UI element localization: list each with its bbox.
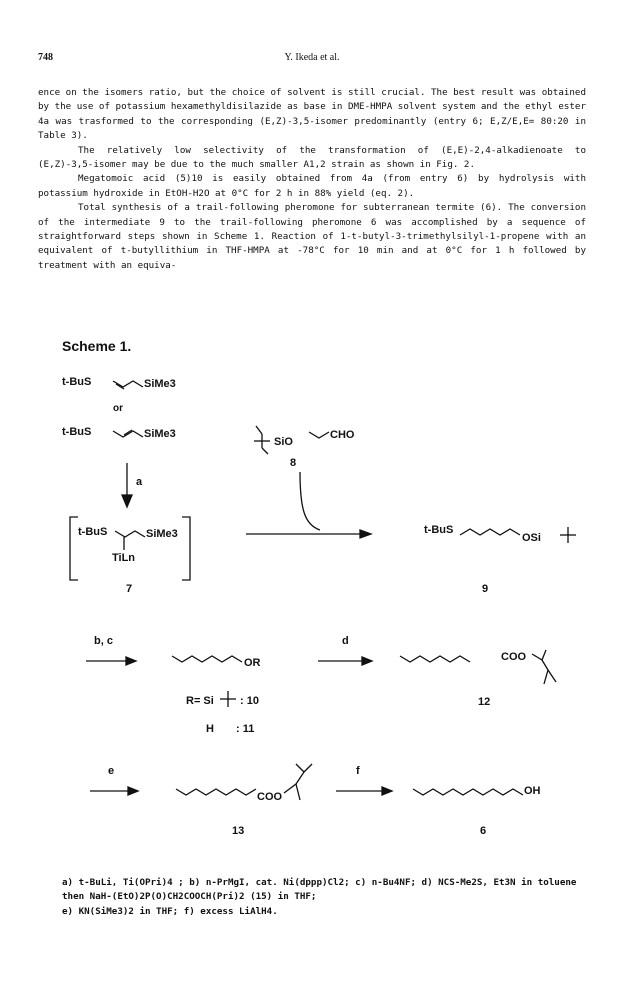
paragraph-2: The relatively low selectivity of the transformation of (E,E)-2,4-alkadienoate to (E,Z)-3,5-isomer may be due to the much smaller A1,2 strain as shown in Fig. 2.: [38, 144, 586, 171]
cmp9-right: OSi: [522, 532, 541, 544]
compound-12-number: 12: [478, 696, 491, 708]
reagent8-sio: SiO: [274, 436, 293, 448]
arrow-e-head: [128, 787, 138, 795]
compound-8-number: 8: [290, 457, 297, 469]
reagent8-cho: CHO: [330, 429, 355, 441]
cmp10-or: OR: [244, 657, 261, 669]
page-number: 748: [38, 52, 53, 63]
step-f-label: f: [356, 765, 360, 777]
cmp9-left: t-BuS: [424, 524, 454, 536]
cmp9-chain: [460, 529, 520, 535]
sm1-label: t-BuS: [62, 376, 92, 388]
arrow-d-head: [362, 657, 372, 665]
step-d-label: d: [342, 635, 349, 647]
cmp13-coo: COO: [257, 791, 283, 803]
step-bc-label: b, c: [94, 635, 113, 647]
arrow-to-9-head: [360, 530, 371, 538]
arrow-f-head: [382, 787, 392, 795]
r-def-10: : 10: [240, 695, 259, 707]
sm2-sime3: SiMe3: [144, 428, 176, 440]
reagent8-chain: [309, 432, 329, 438]
step-a-label: a: [136, 476, 143, 488]
compound-13-number: 13: [232, 825, 245, 837]
cmp10-chain: [172, 656, 242, 662]
int7-left: t-BuS: [78, 526, 108, 538]
int7-ti: TiLn: [112, 552, 136, 564]
r-def-11: : 11: [236, 723, 255, 735]
scheme-footnote: [62, 876, 582, 919]
cmp13-chain: [176, 789, 256, 795]
footnote-line-1: a) t-BuLi, Ti(OPri)4 ; b) n-PrMgI, cat. Ni(dppp)Cl2; c) n-Bu4NF; d) NCS-Me2S, Et3N in toluene then NaH-(EtO)2P(O)CH2COOCH(Pri)2 (15) in THF;: [62, 877, 577, 903]
cmp12-coo: COO: [501, 651, 527, 663]
compound-6-number: 6: [480, 825, 487, 837]
scheme-title: Scheme 1.: [62, 338, 132, 354]
reaction-scheme: [0, 360, 624, 870]
arrow-bc-head: [126, 657, 136, 665]
r-def-si: R= Si: [186, 695, 214, 707]
compound-7-number: 7: [126, 583, 133, 595]
running-head: Y. Ikeda et al.: [284, 52, 340, 63]
arrow-a-head: [122, 495, 132, 507]
bracket-right: [182, 517, 190, 580]
or-label: or: [113, 403, 123, 414]
sm1-chain: [113, 381, 143, 387]
sm2-label: t-BuS: [62, 426, 92, 438]
curved-arrow: [300, 472, 320, 530]
paragraph-3: Megatomoic acid (5)10 is easily obtained from 4a (from entry 6) by hydrolysis with potassium hydroxide in EtOH-H2O at 0°C for 2 h in 88% yield (eq. 2).: [38, 173, 586, 199]
body-text: [38, 86, 586, 273]
paragraph-4: Total synthesis of a trail-following pheromone for subterranean termite (6). The conversion of the intermediate 9 to the trail-following pheromone 6 was accomplished by a sequence of straightforward steps shown in Scheme 1. Reaction of 1-t-butyl-3-trimethylsilyl-1-propene with an equivalent of t-butyllithium in THF-HMPA at -78°C for 10 min and at 0°C for 1 h followed by treatment with an equiva-: [38, 202, 586, 271]
sm1-sime3: SiMe3: [144, 378, 176, 390]
cmp6-oh: OH: [524, 785, 541, 797]
cmp12-ester: [532, 654, 548, 684]
int7-chain: [115, 531, 145, 537]
step-e-label: e: [108, 765, 115, 777]
cmp6-chain: [413, 789, 523, 795]
int7-right: SiMe3: [146, 528, 178, 540]
paragraph-1: ence on the isomers ratio, but the choice of solvent is still crucial. The best result was obtained by the use of potassium hexamethyldisilazide as base in DME-HMPA solvent system and the ethyl ester 4a was trasformed to the corresponding (E,Z)-3,5-isomer predominantly (entry 6; E,Z/E,E= 80:20 in Table 3).: [38, 87, 586, 142]
cmp12-chain: [400, 656, 470, 662]
page-header: [38, 52, 586, 66]
footnote-line-2: e) KN(SiMe3)2 in THF; f) excess LiAlH4.: [62, 905, 278, 917]
bracket-left: [70, 517, 78, 580]
compound-9-number: 9: [482, 583, 489, 595]
r-def-h: H: [206, 723, 214, 735]
cmp13-ester: [284, 772, 304, 793]
